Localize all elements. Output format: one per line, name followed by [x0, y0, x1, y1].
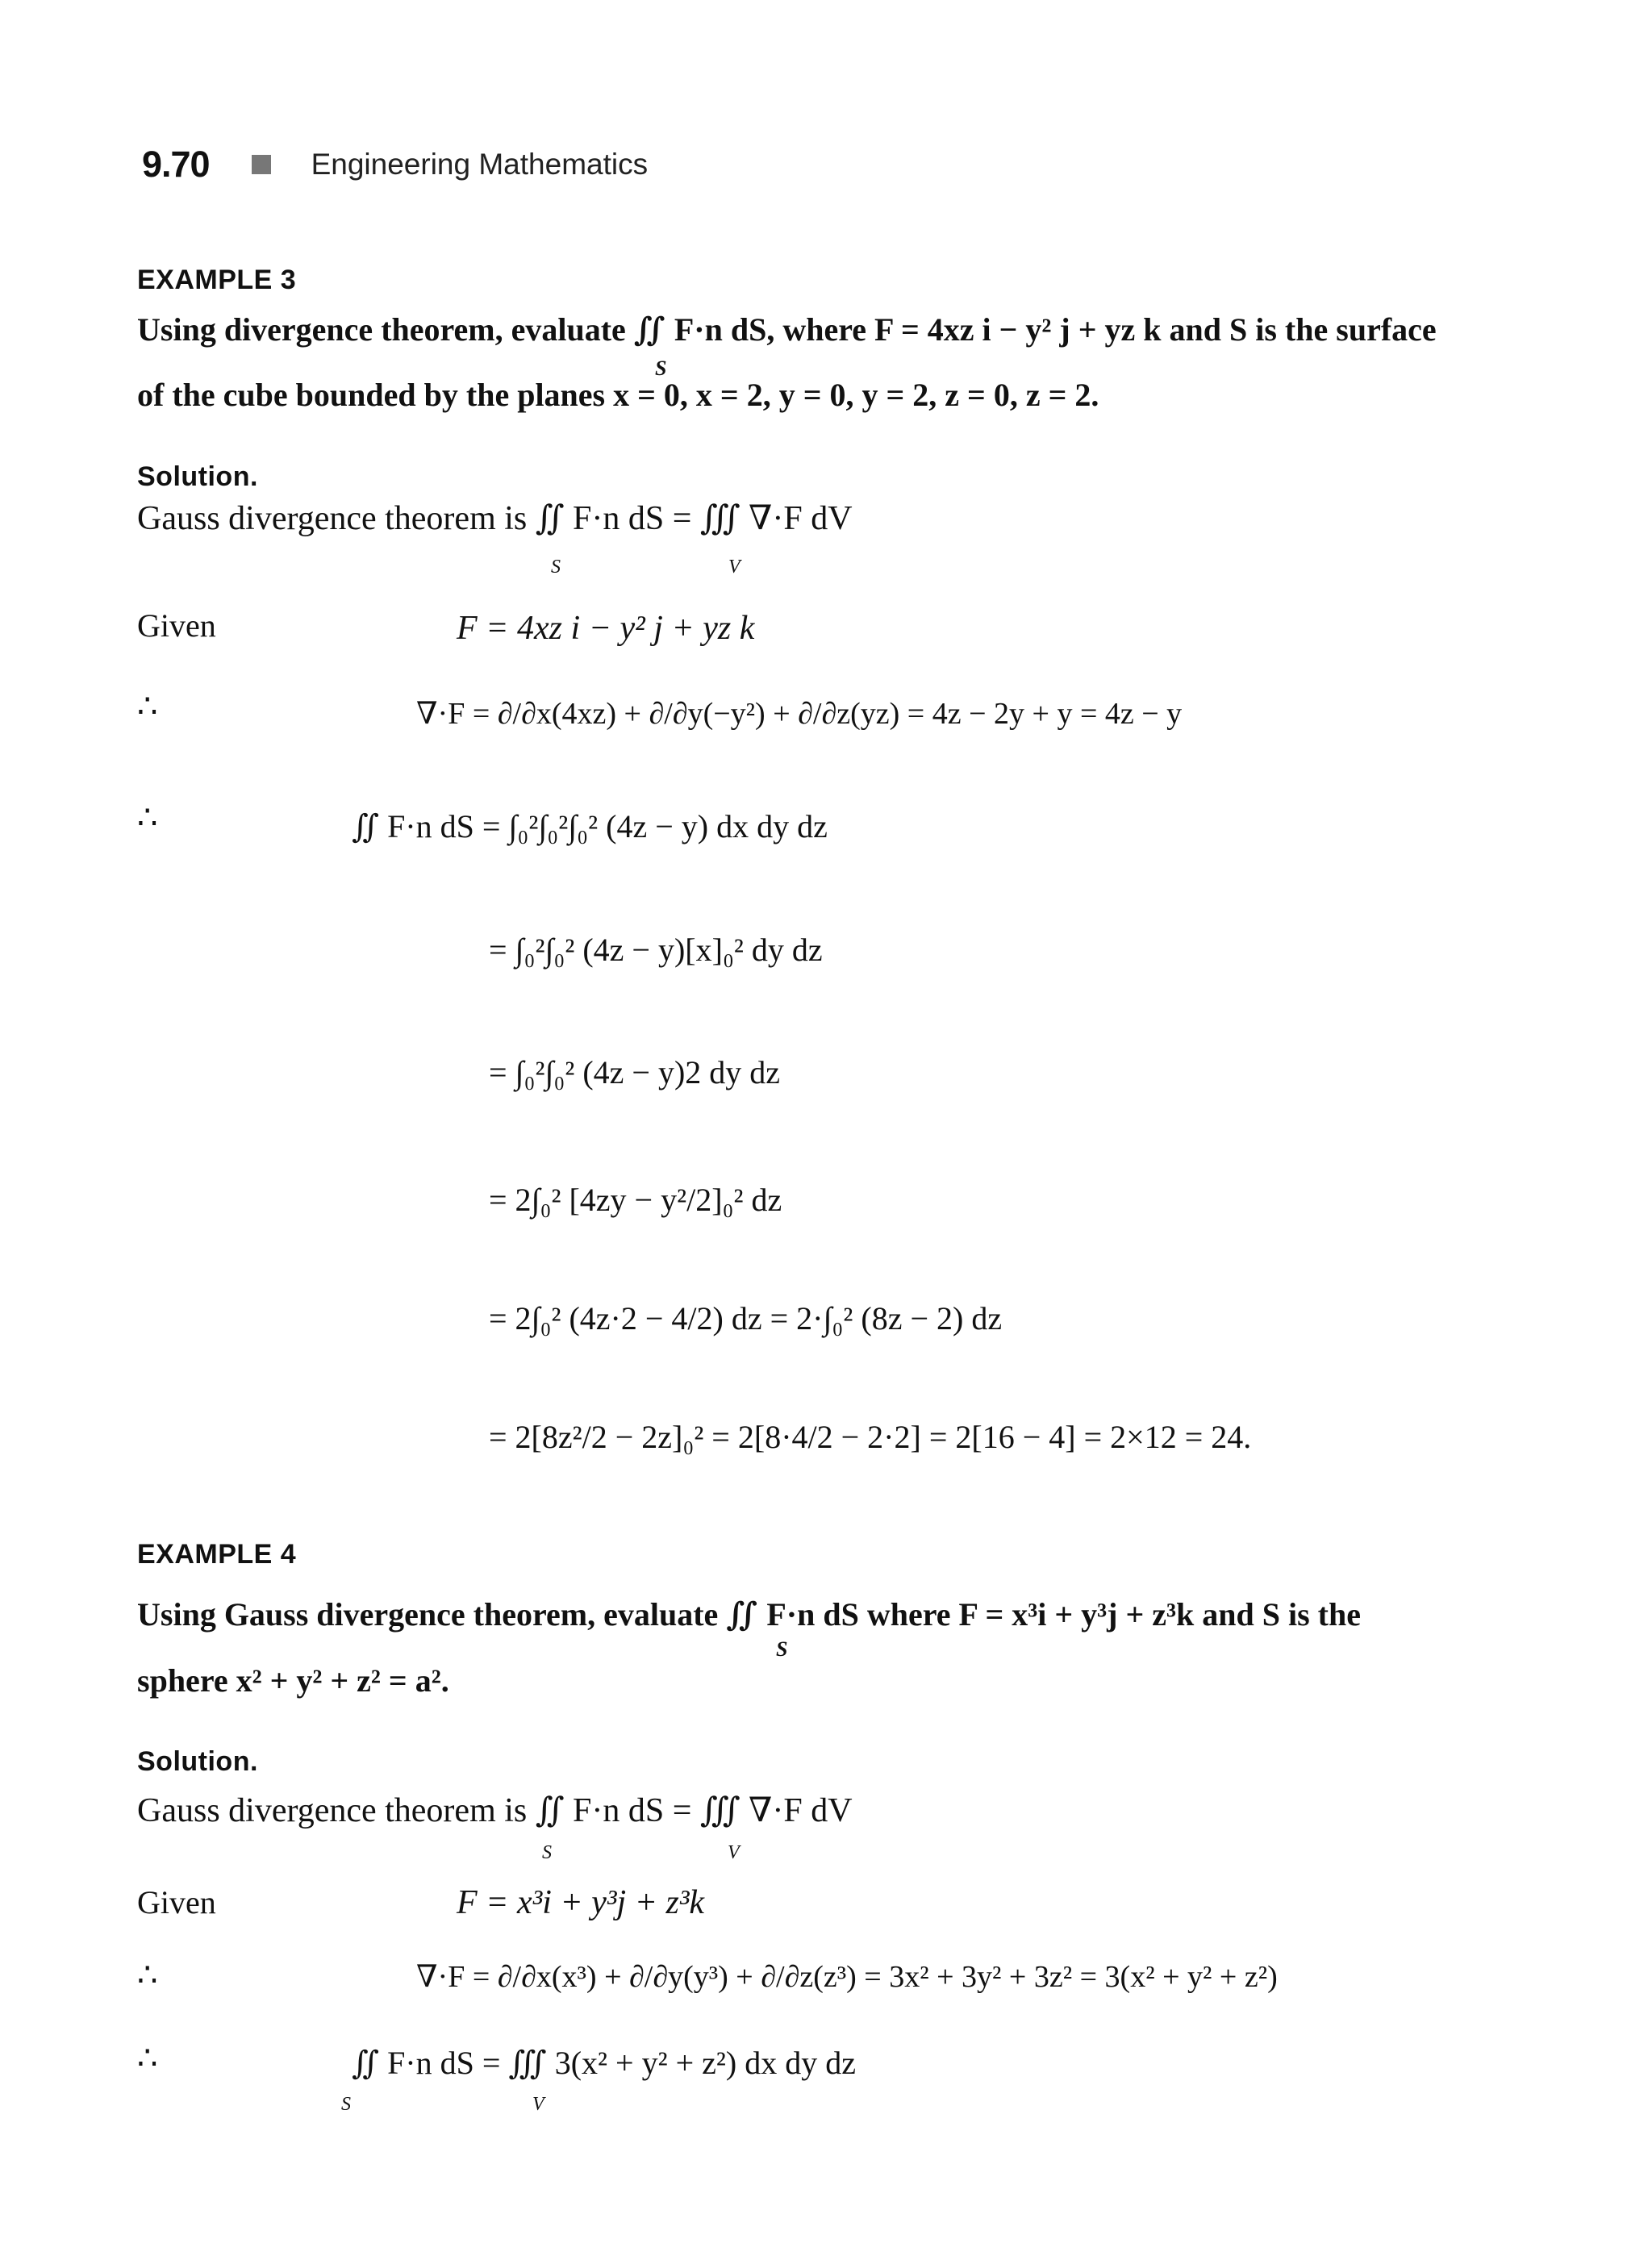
- example3-theorem: Gauss divergence theorem is ∬ F·n dS = ∭ ∇·F dV: [137, 500, 853, 537]
- example4-integral-sub-s: S: [341, 2094, 351, 2115]
- example3-integral-eq: ∬ F·n dS = ∫₀²∫₀²∫₀² (4z − y) dx dy dz: [352, 808, 828, 844]
- example3-given-eq: F = 4xz i − y² j + yz k: [457, 610, 755, 647]
- example3-therefore-1: ∴: [137, 688, 158, 724]
- example3-step5: = 2[8z²/2 − 2z]₀² = 2[8·4/2 − 2·2] = 2[16 − 4] = 2×12 = 24.: [489, 1419, 1252, 1455]
- example4-given-eq: F = x³i + y³j + z³k: [457, 1884, 705, 1921]
- example3-problem-line1: [137, 311, 1437, 349]
- example3-solution-heading: Solution.: [137, 461, 258, 492]
- example4-theorem-sub-s: S: [542, 1842, 552, 1863]
- example4-therefore-2: ∴: [137, 2040, 158, 2076]
- example3-step4: = 2∫₀² (4z·2 − 4/2) dz = 2·∫₀² (8z − 2) dz: [489, 1300, 1003, 1337]
- example4-problem-sub: S: [776, 1637, 788, 1661]
- example3-div-eq: ∇·F = ∂/∂x(4xz) + ∂/∂y(−y²) + ∂/∂z(yz) = 4z − 2y + y = 4z − y: [416, 697, 1183, 731]
- example4-theorem-sub-v: V: [728, 1842, 740, 1863]
- example3-problem-line2: of the cube bounded by the planes x = 0, x = 2, y = 0, y = 2, z = 0, z = 2.: [137, 377, 1099, 413]
- page-header: [142, 144, 648, 186]
- example3-given-label: Given: [137, 607, 216, 644]
- example4-given-label: Given: [137, 1884, 216, 1920]
- example3-problem-line1-text: Using divergence theorem, evaluate ∬ F·n dS, where F = 4xz i − y² j + yz k and S is the surface: [137, 311, 1437, 348]
- example4-div-eq: ∇·F = ∂/∂x(x³) + ∂/∂y(y³) + ∂/∂z(z³) = 3x² + 3y² + 3z² = 3(x² + y² + z²): [416, 1960, 1278, 1994]
- example3-heading: EXAMPLE 3: [137, 265, 297, 295]
- example3-theorem-sub-v: V: [728, 557, 740, 578]
- example4-problem-line1: Using Gauss divergence theorem, evaluate ∬ F·n dS where F = x³i + y³j + z³k and S is the: [137, 1596, 1361, 1633]
- example3-step3: = 2∫₀² [4zy − y²/2]₀² dz: [489, 1182, 782, 1218]
- example3-theorem-sub-s: S: [551, 557, 561, 578]
- example4-therefore-1: ∴: [137, 1957, 158, 1993]
- example3-problem-sub: S: [655, 357, 667, 380]
- example4-problem-line2: sphere x² + y² + z² = a².: [137, 1662, 449, 1699]
- example3-therefore-2: ∴: [137, 799, 158, 836]
- example4-theorem: Gauss divergence theorem is ∬ F·n dS = ∭ ∇·F dV: [137, 1792, 853, 1829]
- example4-solution-heading: Solution.: [137, 1746, 258, 1777]
- example3-step1: = ∫₀²∫₀² (4z − y)[x]₀² dy dz: [489, 932, 823, 968]
- example3-step2: = ∫₀²∫₀² (4z − y)2 dy dz: [489, 1054, 781, 1090]
- example4-integral-sub-v: V: [532, 2094, 544, 2115]
- book-title: Engineering Mathematics: [311, 148, 649, 181]
- page-number: 9.70: [142, 144, 210, 185]
- header-square-icon: [252, 155, 271, 174]
- example4-integral-eq: ∬ F·n dS = ∭ 3(x² + y² + z²) dx dy dz: [352, 2045, 856, 2081]
- example4-heading: EXAMPLE 4: [137, 1539, 297, 1570]
